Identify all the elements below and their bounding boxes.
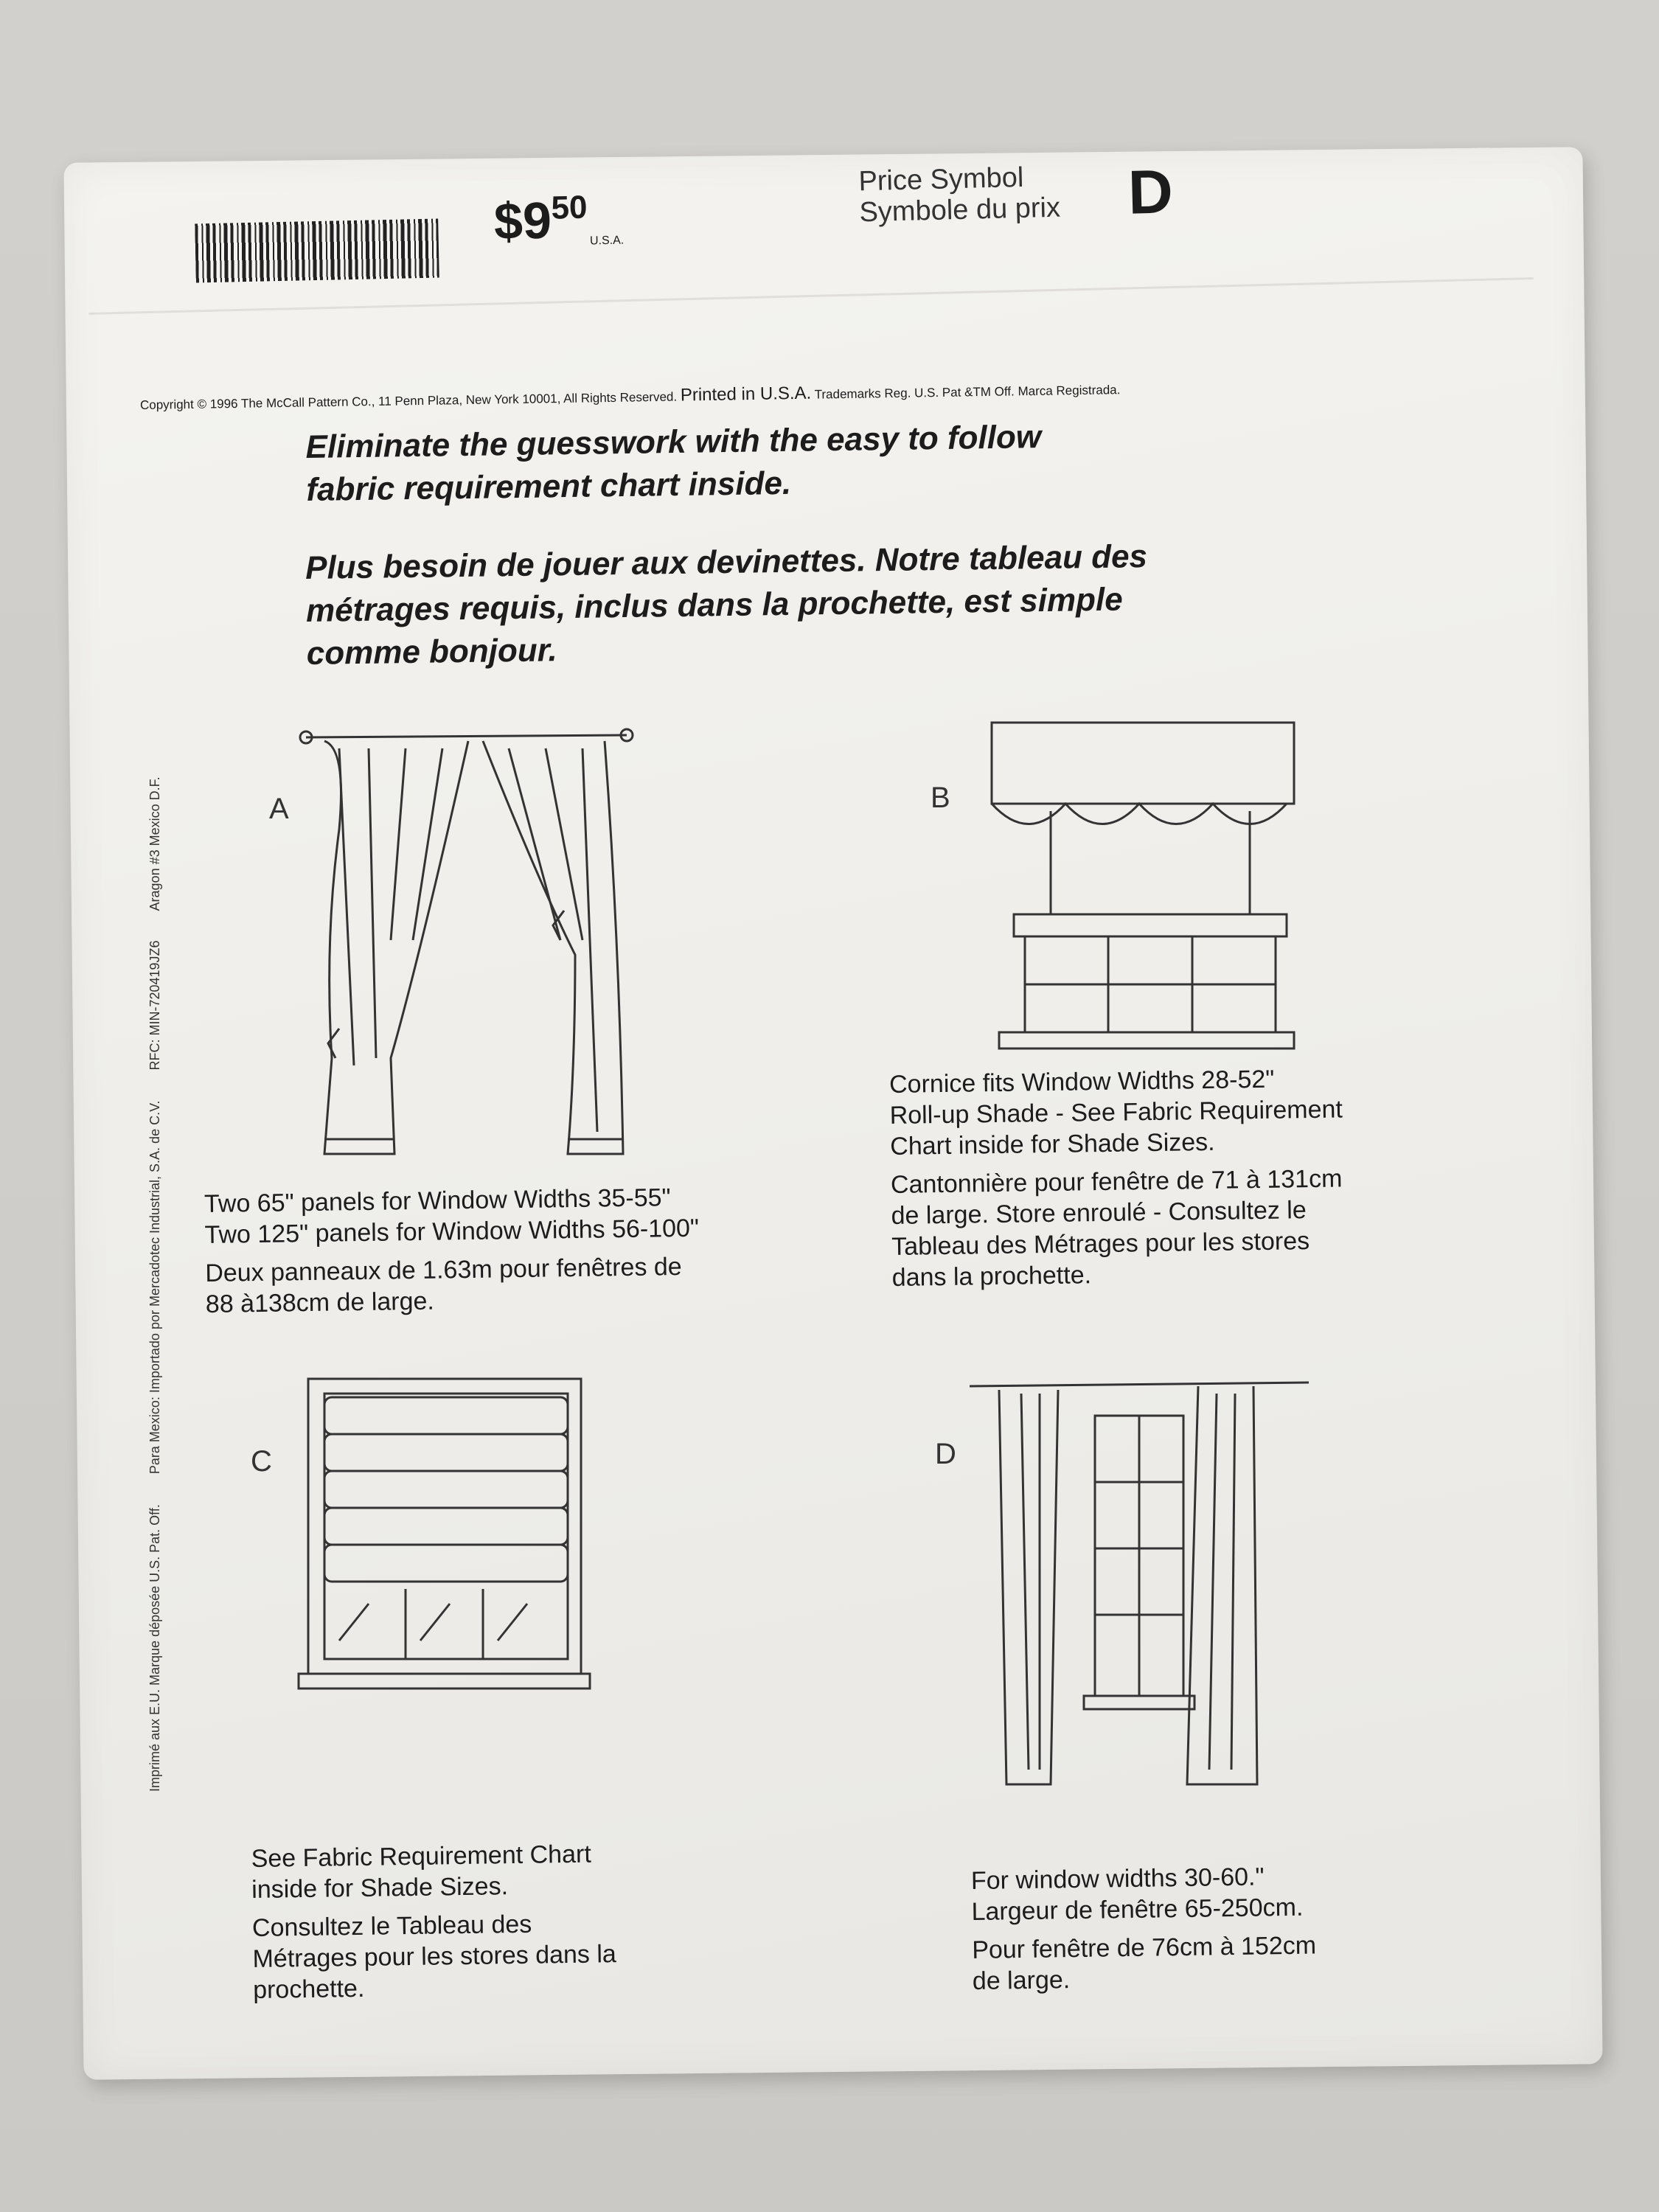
price-country: U.S.A. — [589, 234, 625, 248]
price-symbol-fr: Symbole du prix — [859, 192, 1061, 229]
price-symbol-label — [858, 161, 1060, 229]
caption-line: For window widths 30-60." — [970, 1863, 1265, 1896]
caption-line: Two 125" panels for Window Widths 56-100" — [204, 1214, 700, 1250]
caption-line: See Fabric Requirement Chart — [251, 1840, 592, 1874]
headline-line: Plus besoin de jouer aux devinettes. Notre tableau des — [305, 538, 1148, 587]
caption-line: Roll-up Shade - See Fabric Requirement — [889, 1095, 1343, 1130]
view-d-letter: D — [935, 1438, 956, 1470]
side-text-item: Aragon #3 Mexico D.F. — [147, 776, 162, 911]
side-legal-text — [147, 750, 163, 1792]
caption-line: Consultez le Tableau des — [251, 1910, 532, 1942]
side-text-item: Para Mexico: Importado por Mercadotec Industrial, S.A. de C.V. — [147, 1100, 162, 1475]
price-cents: 50 — [551, 189, 588, 226]
barcode — [195, 219, 439, 283]
view-a-caption — [204, 1179, 870, 1327]
side-text-item: Imprimé aux E.U. Marque déposée U.S. Pat. Off. — [147, 1504, 162, 1792]
view-c-letter: C — [251, 1445, 272, 1478]
view-a-curtain-illustration — [295, 719, 649, 1169]
trademark-note: Trademarks Reg. U.S. Pat &TM Off. Marca Registrada. — [814, 383, 1121, 402]
caption-line: de large. — [972, 1966, 1071, 1995]
price-dollars: $9 — [493, 191, 552, 251]
price — [493, 189, 588, 251]
caption-line: Two 65" panels for Window Widths 35-55" — [204, 1183, 671, 1219]
caption-line: de large. Store enroulé - Consultez le — [891, 1196, 1307, 1230]
headline-english — [305, 413, 1265, 512]
side-text-item: RFC: MIN-720419JZ6 — [147, 940, 162, 1071]
view-d-curtain-illustration — [962, 1371, 1324, 1836]
caption-line: Cantonnière pour fenêtre de 71 à 131cm — [890, 1164, 1343, 1199]
headline-line: Eliminate the guesswork with the easy to follow — [305, 419, 1042, 466]
caption-line: dans la prochette. — [891, 1261, 1092, 1292]
view-b-letter: B — [931, 782, 950, 814]
caption-line: Deux panneaux de 1.63m pour fenêtres de — [205, 1252, 682, 1287]
caption-line: Largeur de fenêtre 65-250cm. — [971, 1893, 1304, 1927]
view-d-caption — [971, 1857, 1578, 2004]
caption-line: prochette. — [252, 1974, 365, 2004]
caption-line: Cornice fits Window Widths 28-52" — [888, 1065, 1275, 1099]
caption-line: Pour fenêtre de 76cm à 152cm — [972, 1931, 1317, 1964]
printed-in: Printed in U.S.A. — [680, 383, 812, 406]
caption-line: Métrages pour les stores dans la — [252, 1940, 617, 1973]
view-b-caption — [889, 1060, 1541, 1301]
price-symbol-en: Price Symbol — [858, 161, 1024, 198]
caption-line: 88 à138cm de large. — [205, 1287, 435, 1318]
caption-line: inside for Shade Sizes. — [251, 1872, 509, 1905]
headline-line: comme bonjour. — [306, 632, 557, 672]
headline-line: métrages requis, inclus dans la prochette, est simple — [305, 581, 1123, 629]
view-a-letter: A — [269, 793, 289, 825]
price-symbol-letter: D — [1127, 156, 1174, 227]
view-c-caption — [251, 1835, 858, 2013]
view-b-cornice-shade-illustration — [984, 715, 1309, 1054]
caption-line: Tableau des Métrages pour les stores — [891, 1227, 1310, 1261]
view-c-roman-shade-illustration — [295, 1375, 597, 1692]
headline-french — [305, 532, 1339, 675]
caption-line: Chart inside for Shade Sizes. — [890, 1127, 1215, 1161]
copyright-main: Copyright © 1996 The McCall Pattern Co., 11 Penn Plaza, New York 10001, All Rights Reserved. — [139, 389, 678, 412]
headline-line: fabric requirement chart inside. — [306, 465, 792, 508]
